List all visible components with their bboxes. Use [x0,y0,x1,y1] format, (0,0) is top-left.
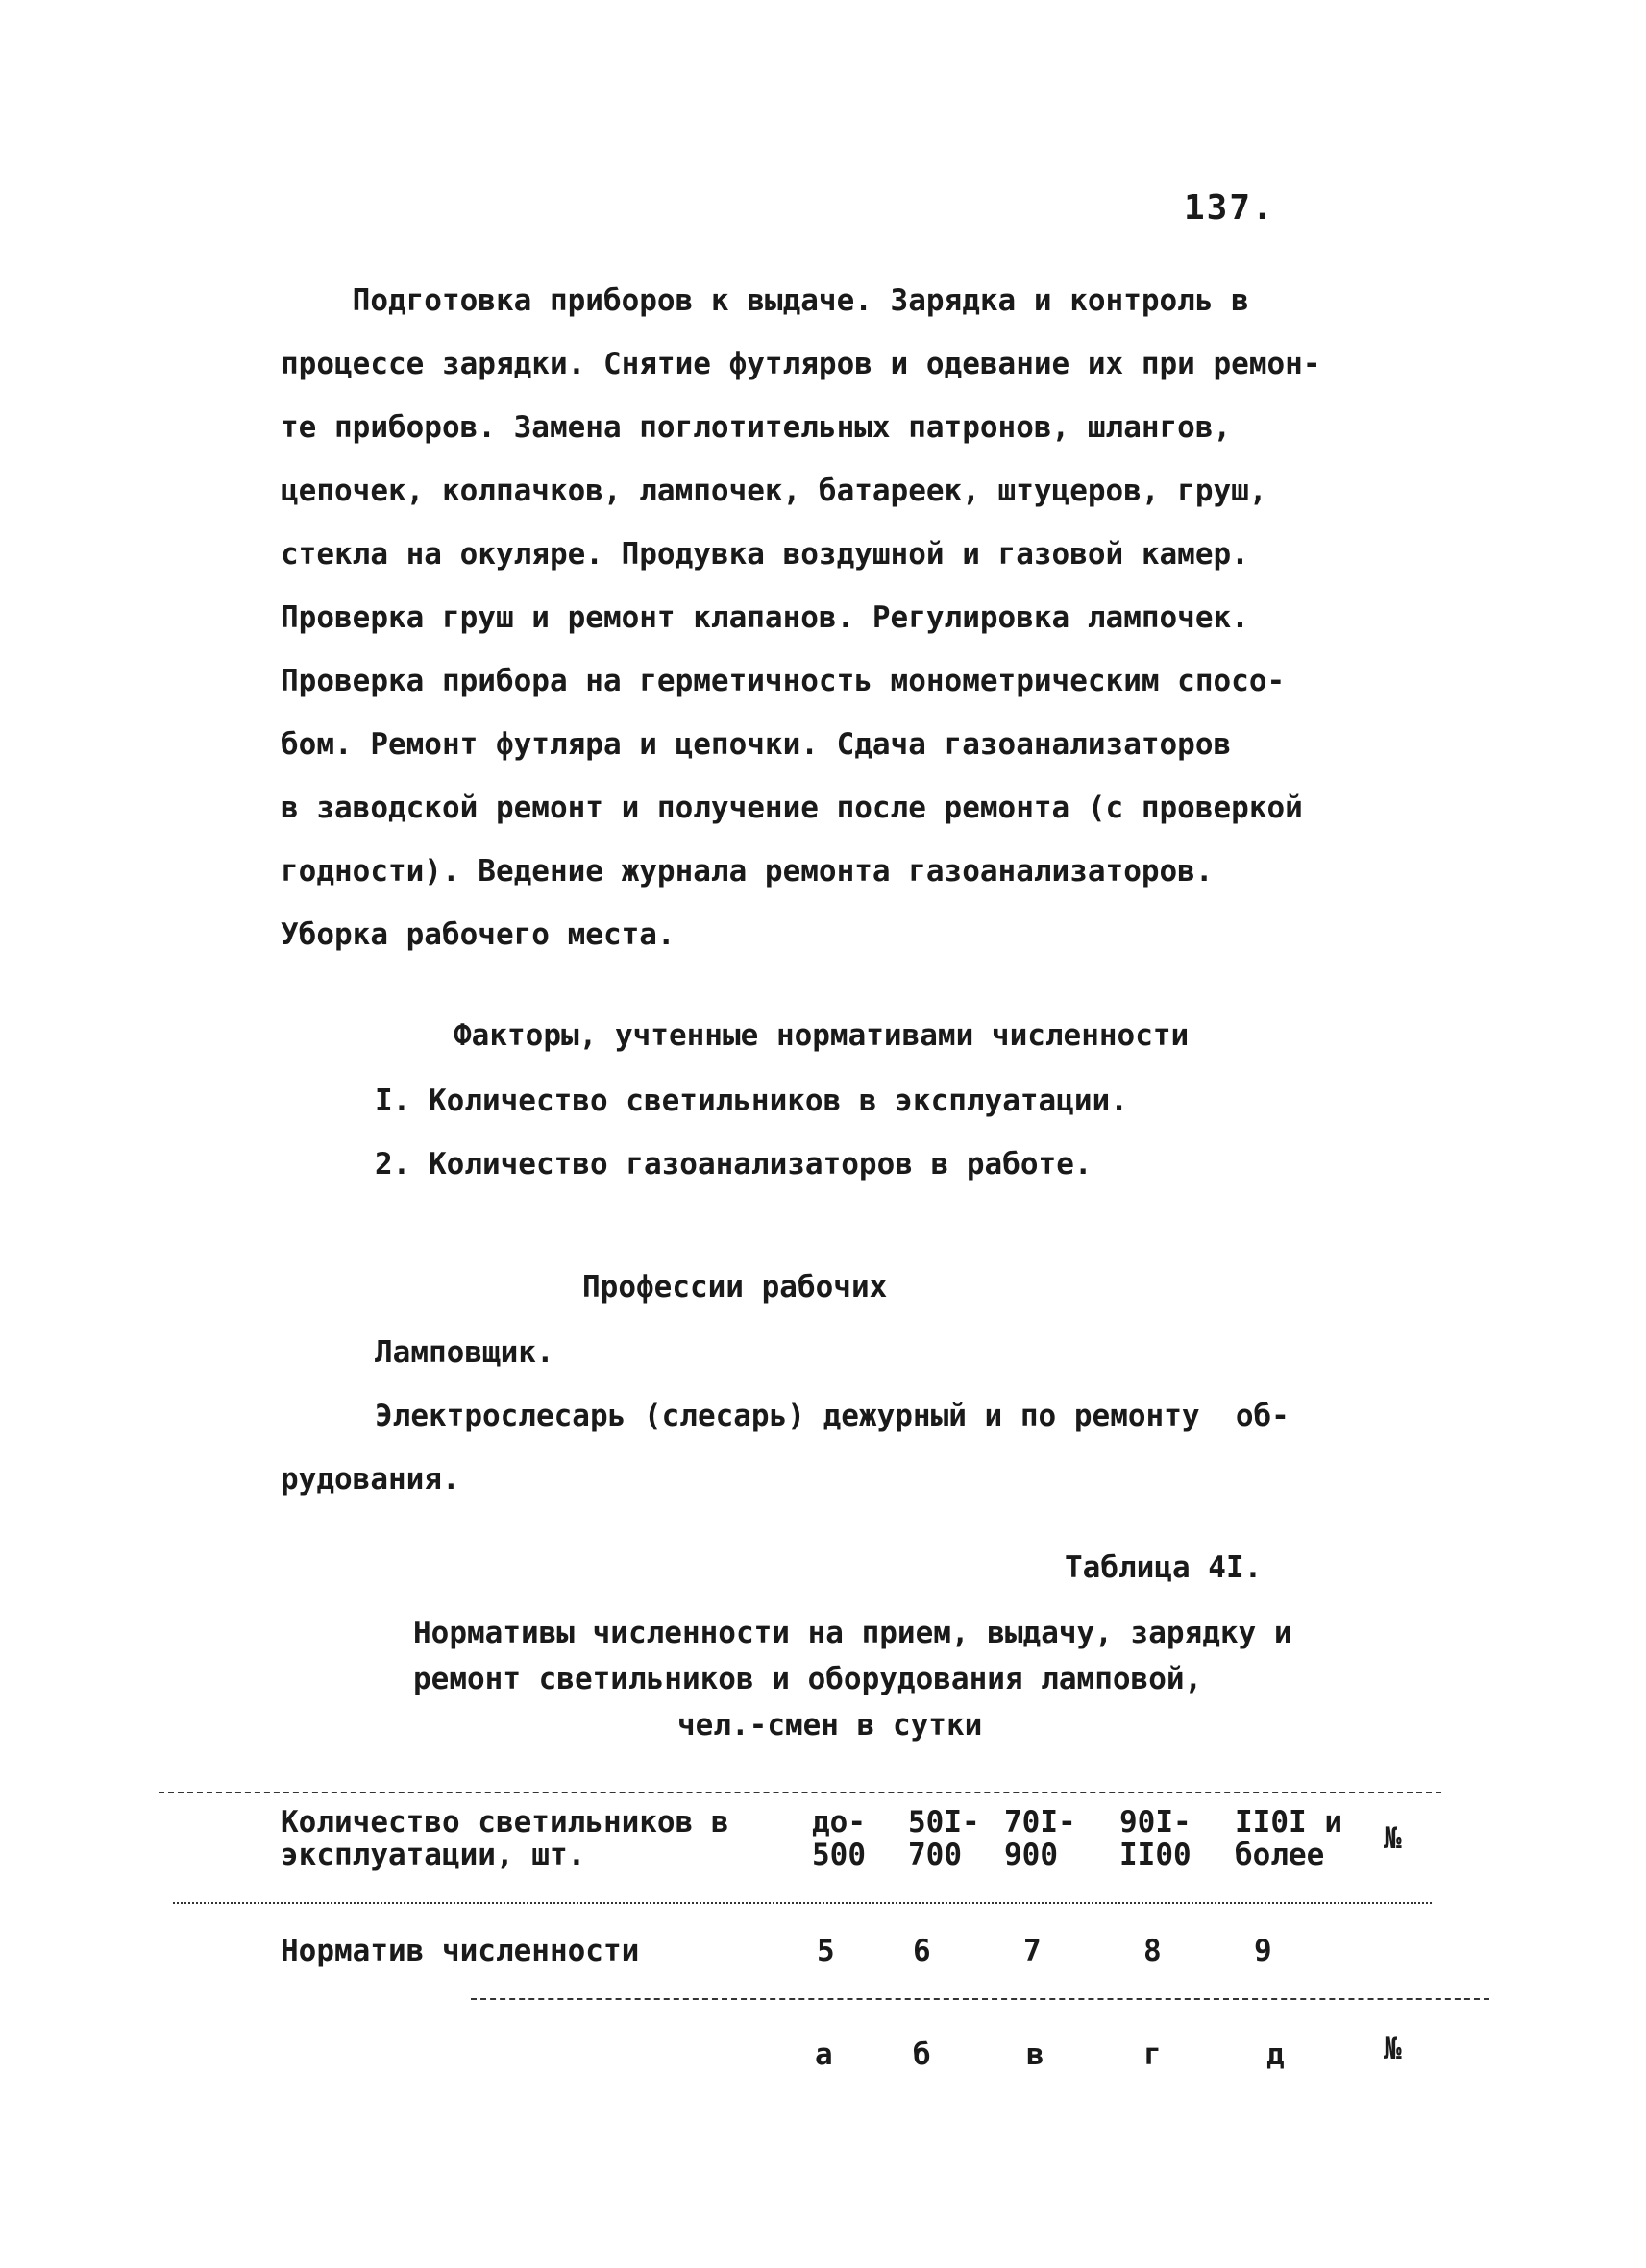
number-sign: № [1384,2032,1402,2066]
table-header-label [281,1806,729,1871]
col-header-line: 500 [812,1838,866,1872]
table-title-line: Нормативы численности на прием, выдачу, зарядку и [413,1616,1292,1650]
work-description [281,269,1395,966]
header-label-line: Количество светильников в [281,1805,729,1840]
table-col-header [1235,1806,1342,1871]
table-top-rule [159,1792,1441,1793]
table-label: Таблица 4I. [1065,1550,1263,1585]
factor-item: 2. Количество газоанализаторов в работе. [375,1147,1093,1182]
number-sign: № [1384,1821,1402,1856]
table-header-rule [173,1902,1432,1904]
paragraph-line: цепочек, колпачков, лампочек, батареек, штуцеров, груш, [281,474,1267,508]
table-bottom-rule [471,1998,1489,2000]
row-label: Норматив численности [281,1934,640,1968]
column-letter: а [815,2037,833,2072]
paragraph-line: Подготовка приборов к выдаче. Зарядка и контроль в [281,283,1249,318]
col-header-line: 900 [1004,1838,1058,1872]
table-title-line: ремонт светильников и оборудования ламповой, [413,1662,1203,1696]
column-letter: б [913,2037,931,2072]
column-letter: в [1026,2037,1044,2072]
table-col-header [1004,1806,1076,1871]
table-title-line: чел.-смен в сутки [677,1708,983,1743]
professions-heading: Профессии рабочих [582,1270,888,1305]
col-header-line: более [1235,1838,1325,1872]
col-header-line: 50I- [908,1805,980,1840]
factors-heading: Факторы, учтенные нормативами численности [454,1018,1190,1053]
paragraph-line: Проверка прибора на герметичность монометрическим спосо- [281,664,1286,698]
col-header-line: 70I- [1004,1805,1076,1840]
profession-item: Ламповщик. [375,1335,554,1370]
header-label-line: эксплуатации, шт. [281,1838,586,1872]
column-letter: г [1143,2037,1162,2072]
paragraph-line: годности). Ведение журнала ремонта газоанализаторов. [281,854,1214,889]
page-number: 137. [1184,188,1275,228]
paragraph-line: процессе зарядки. Снятие футляров и одевание их при ремон- [281,347,1321,381]
table-col-header [1119,1806,1192,1871]
col-header-line: II00 [1119,1838,1192,1872]
factor-item: I. Количество светильников в эксплуатации. [375,1084,1128,1118]
column-letter: д [1266,2037,1285,2072]
table-col-header [812,1806,866,1871]
paragraph-line: бом. Ремонт футляра и цепочки. Сдача газоанализаторов [281,727,1232,762]
paragraph-line: в заводской ремонт и получение после ремонта (с проверкой [281,791,1303,825]
col-header-line: 90I- [1119,1805,1192,1840]
norm-value: 7 [1023,1934,1042,1968]
profession-item: Электрослесарь (слесарь) дежурный и по ремонту об- [375,1399,1290,1433]
paragraph-line: Проверка груш и ремонт клапанов. Регулировка лампочек. [281,600,1249,635]
paragraph-line: стекла на окуляре. Продувка воздушной и газовой камер. [281,537,1249,572]
profession-continuation: рудования. [281,1462,460,1497]
norm-value: 6 [913,1934,931,1968]
norm-value: 5 [817,1934,835,1968]
table-col-header [908,1806,980,1871]
paragraph-line: Уборка рабочего места. [281,917,676,952]
norm-value: 9 [1254,1934,1272,1968]
paragraph-line: те приборов. Замена поглотительных патронов, шлангов, [281,410,1232,445]
col-header-line: до- [812,1805,866,1840]
col-header-line: 700 [908,1838,962,1872]
norm-value: 8 [1143,1934,1162,1968]
col-header-line: II0I и [1235,1805,1342,1840]
